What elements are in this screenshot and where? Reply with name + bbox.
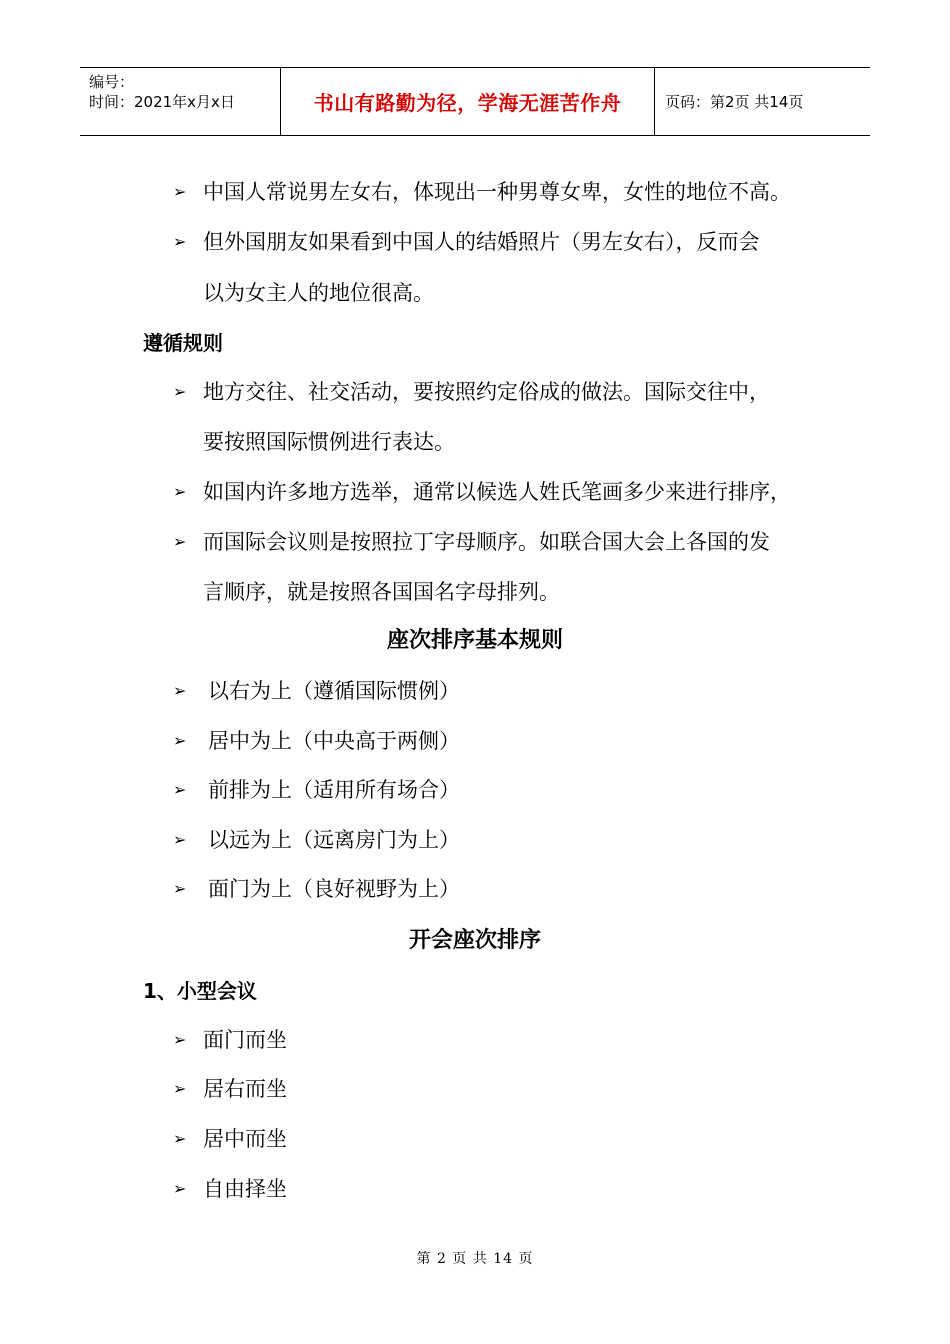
header-meta-cell <box>80 68 281 135</box>
arrow-bullet-icon: ➢ <box>173 731 187 750</box>
list-item-text: 如国内许多地方选举，通常以候选人姓氏笔画多少来进行排序， <box>203 480 791 504</box>
list-item-text: 言顺序，就是按照各国国名字母排列。 <box>203 580 560 604</box>
arrow-bullet-icon: ➢ <box>173 182 187 201</box>
arrow-bullet-icon: ➢ <box>173 681 187 700</box>
arrow-bullet-icon: ➢ <box>173 1129 187 1148</box>
list-item-text: 面门为上（良好视野为上） <box>208 877 460 901</box>
list-item-text: 以为女主人的地位很高。 <box>203 281 434 305</box>
arrow-bullet-icon: ➢ <box>173 532 187 551</box>
document-header <box>80 67 870 136</box>
list-item-text: 以远为上（远离房门为上） <box>208 828 460 852</box>
section-heading-follow-rules: 遵循规则 <box>143 331 223 355</box>
header-page-label: 页码：第2页 共14页 <box>665 93 804 111</box>
arrow-bullet-icon: ➢ <box>173 830 187 849</box>
subsection-heading-small-meeting: 1、小型会议 <box>143 979 257 1003</box>
list-item-text: 中国人常说男左女右，体现出一种男尊女卑，女性的地位不高。 <box>203 180 791 204</box>
arrow-bullet-icon: ➢ <box>173 482 187 501</box>
list-item-text: 居右而坐 <box>203 1077 287 1101</box>
section-heading-seating-rules: 座次排序基本规则 <box>386 628 563 653</box>
arrow-bullet-icon: ➢ <box>173 232 187 251</box>
arrow-bullet-icon: ➢ <box>173 382 187 401</box>
header-motto-cell <box>281 68 655 135</box>
list-item-text: 居中为上（中央高于两侧） <box>208 729 460 753</box>
list-item-text: 要按照国际惯例进行表达。 <box>203 430 455 454</box>
page-footer: 第 2 页 共 14 页 <box>416 1251 534 1267</box>
header-page-cell <box>655 68 870 135</box>
section-heading-meeting-seating: 开会座次排序 <box>408 928 541 953</box>
list-item-text: 居中而坐 <box>203 1127 287 1151</box>
arrow-bullet-icon: ➢ <box>173 1079 187 1098</box>
arrow-bullet-icon: ➢ <box>173 780 187 799</box>
arrow-bullet-icon: ➢ <box>173 1179 187 1198</box>
list-item-text: 而国际会议则是按照拉丁字母顺序。如联合国大会上各国的发 <box>203 530 770 554</box>
list-item-text: 地方交往、社交活动，要按照约定俗成的做法。国际交往中， <box>203 380 770 404</box>
serial-number-label: 编号： <box>89 73 135 91</box>
arrow-bullet-icon: ➢ <box>173 879 187 898</box>
list-item-text: 面门而坐 <box>203 1028 287 1052</box>
arrow-bullet-icon: ➢ <box>173 1030 187 1049</box>
list-item-text: 但外国朋友如果看到中国人的结婚照片（男左女右），反而会 <box>203 230 760 254</box>
date-label: 时间：2021年x月x日 <box>89 93 235 111</box>
list-item-text: 前排为上（适用所有场合） <box>208 778 460 802</box>
list-item-text: 自由择坐 <box>203 1177 287 1201</box>
list-item-text: 以右为上（遵循国际惯例） <box>208 679 460 703</box>
motto-text: 书山有路勤为径，学海无涯苦作舟 <box>313 91 622 115</box>
